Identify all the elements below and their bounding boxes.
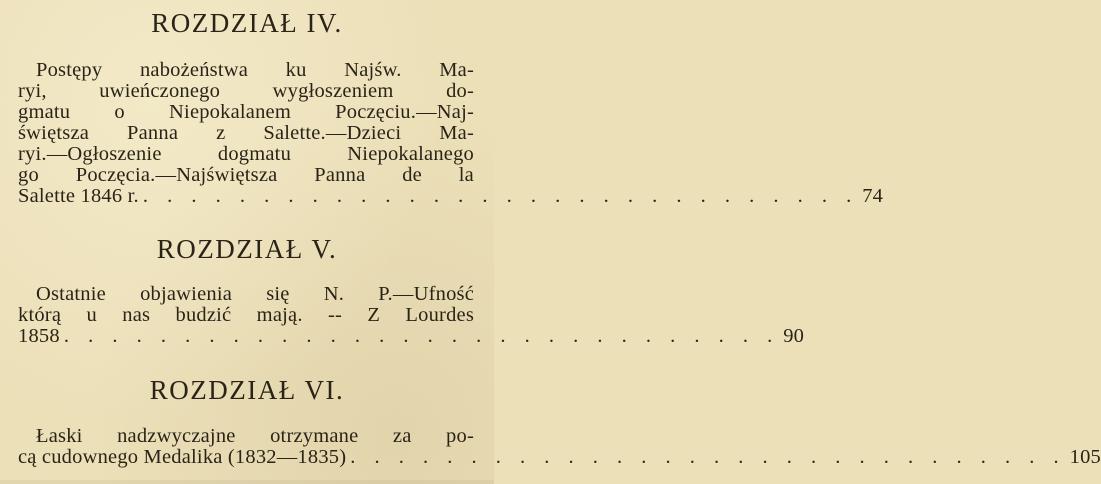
chapter-vi-summary: [18, 425, 1101, 468]
page-number: 90: [783, 325, 805, 347]
dot-leader: . . . . . . . . . . . . . . . . . . . . . . . . . . . . . .: [63, 325, 780, 347]
chapter-v-summary: [18, 283, 805, 347]
page-number: 105: [1069, 446, 1101, 468]
summary-line: Łaski nadzwyczajne otrzymane za po-: [36, 425, 474, 447]
summary-last-line: [18, 325, 805, 347]
summary-line: którą u nas budzić mają. -- Z Lourdes: [18, 304, 474, 326]
dot-leader: . . . . . . . . . . . . . . . . . . . . . . . . . . . . . .: [142, 185, 859, 207]
page-number: 74: [862, 185, 884, 207]
summary-last-line: [18, 446, 1101, 468]
summary-line: ryi.—Ogłoszenie dogmatu Niepokalanego: [18, 143, 474, 165]
summary-line-text: 1858: [18, 325, 60, 347]
summary-line: świętsza Panna z Salette.—Dzieci Ma-: [18, 122, 474, 144]
summary-line-text: Salette 1846 r.: [18, 185, 139, 207]
dot-leader: . . . . . . . . . . . . . . . . . . . . . . . . . . . . . .: [350, 446, 1066, 468]
chapter-iv-summary: [18, 59, 884, 207]
page-edge-shadow: [0, 480, 494, 484]
summary-line: ryi, uwieńczonego wygłoszeniem do-: [18, 80, 474, 102]
summary-line: go Poczęcia.—Najświętsza Panna de la: [18, 164, 474, 186]
summary-line: Ostatnie objawienia się N. P.—Ufność: [36, 283, 474, 305]
chapter-heading-iv: ROZDZIAŁ IV.: [151, 8, 343, 38]
summary-line-text: cą cudownego Medalika (1832—1835): [18, 446, 347, 468]
summary-line: Postępy nabożeństwa ku Najśw. Ma-: [36, 59, 474, 81]
summary-last-line: [18, 185, 884, 207]
chapter-heading-v: ROZDZIAŁ V.: [156, 234, 338, 264]
summary-line: gmatu o Niepokalanem Poczęciu.—Naj-: [18, 101, 474, 123]
chapter-heading-vi: ROZDZIAŁ VI.: [149, 375, 345, 405]
